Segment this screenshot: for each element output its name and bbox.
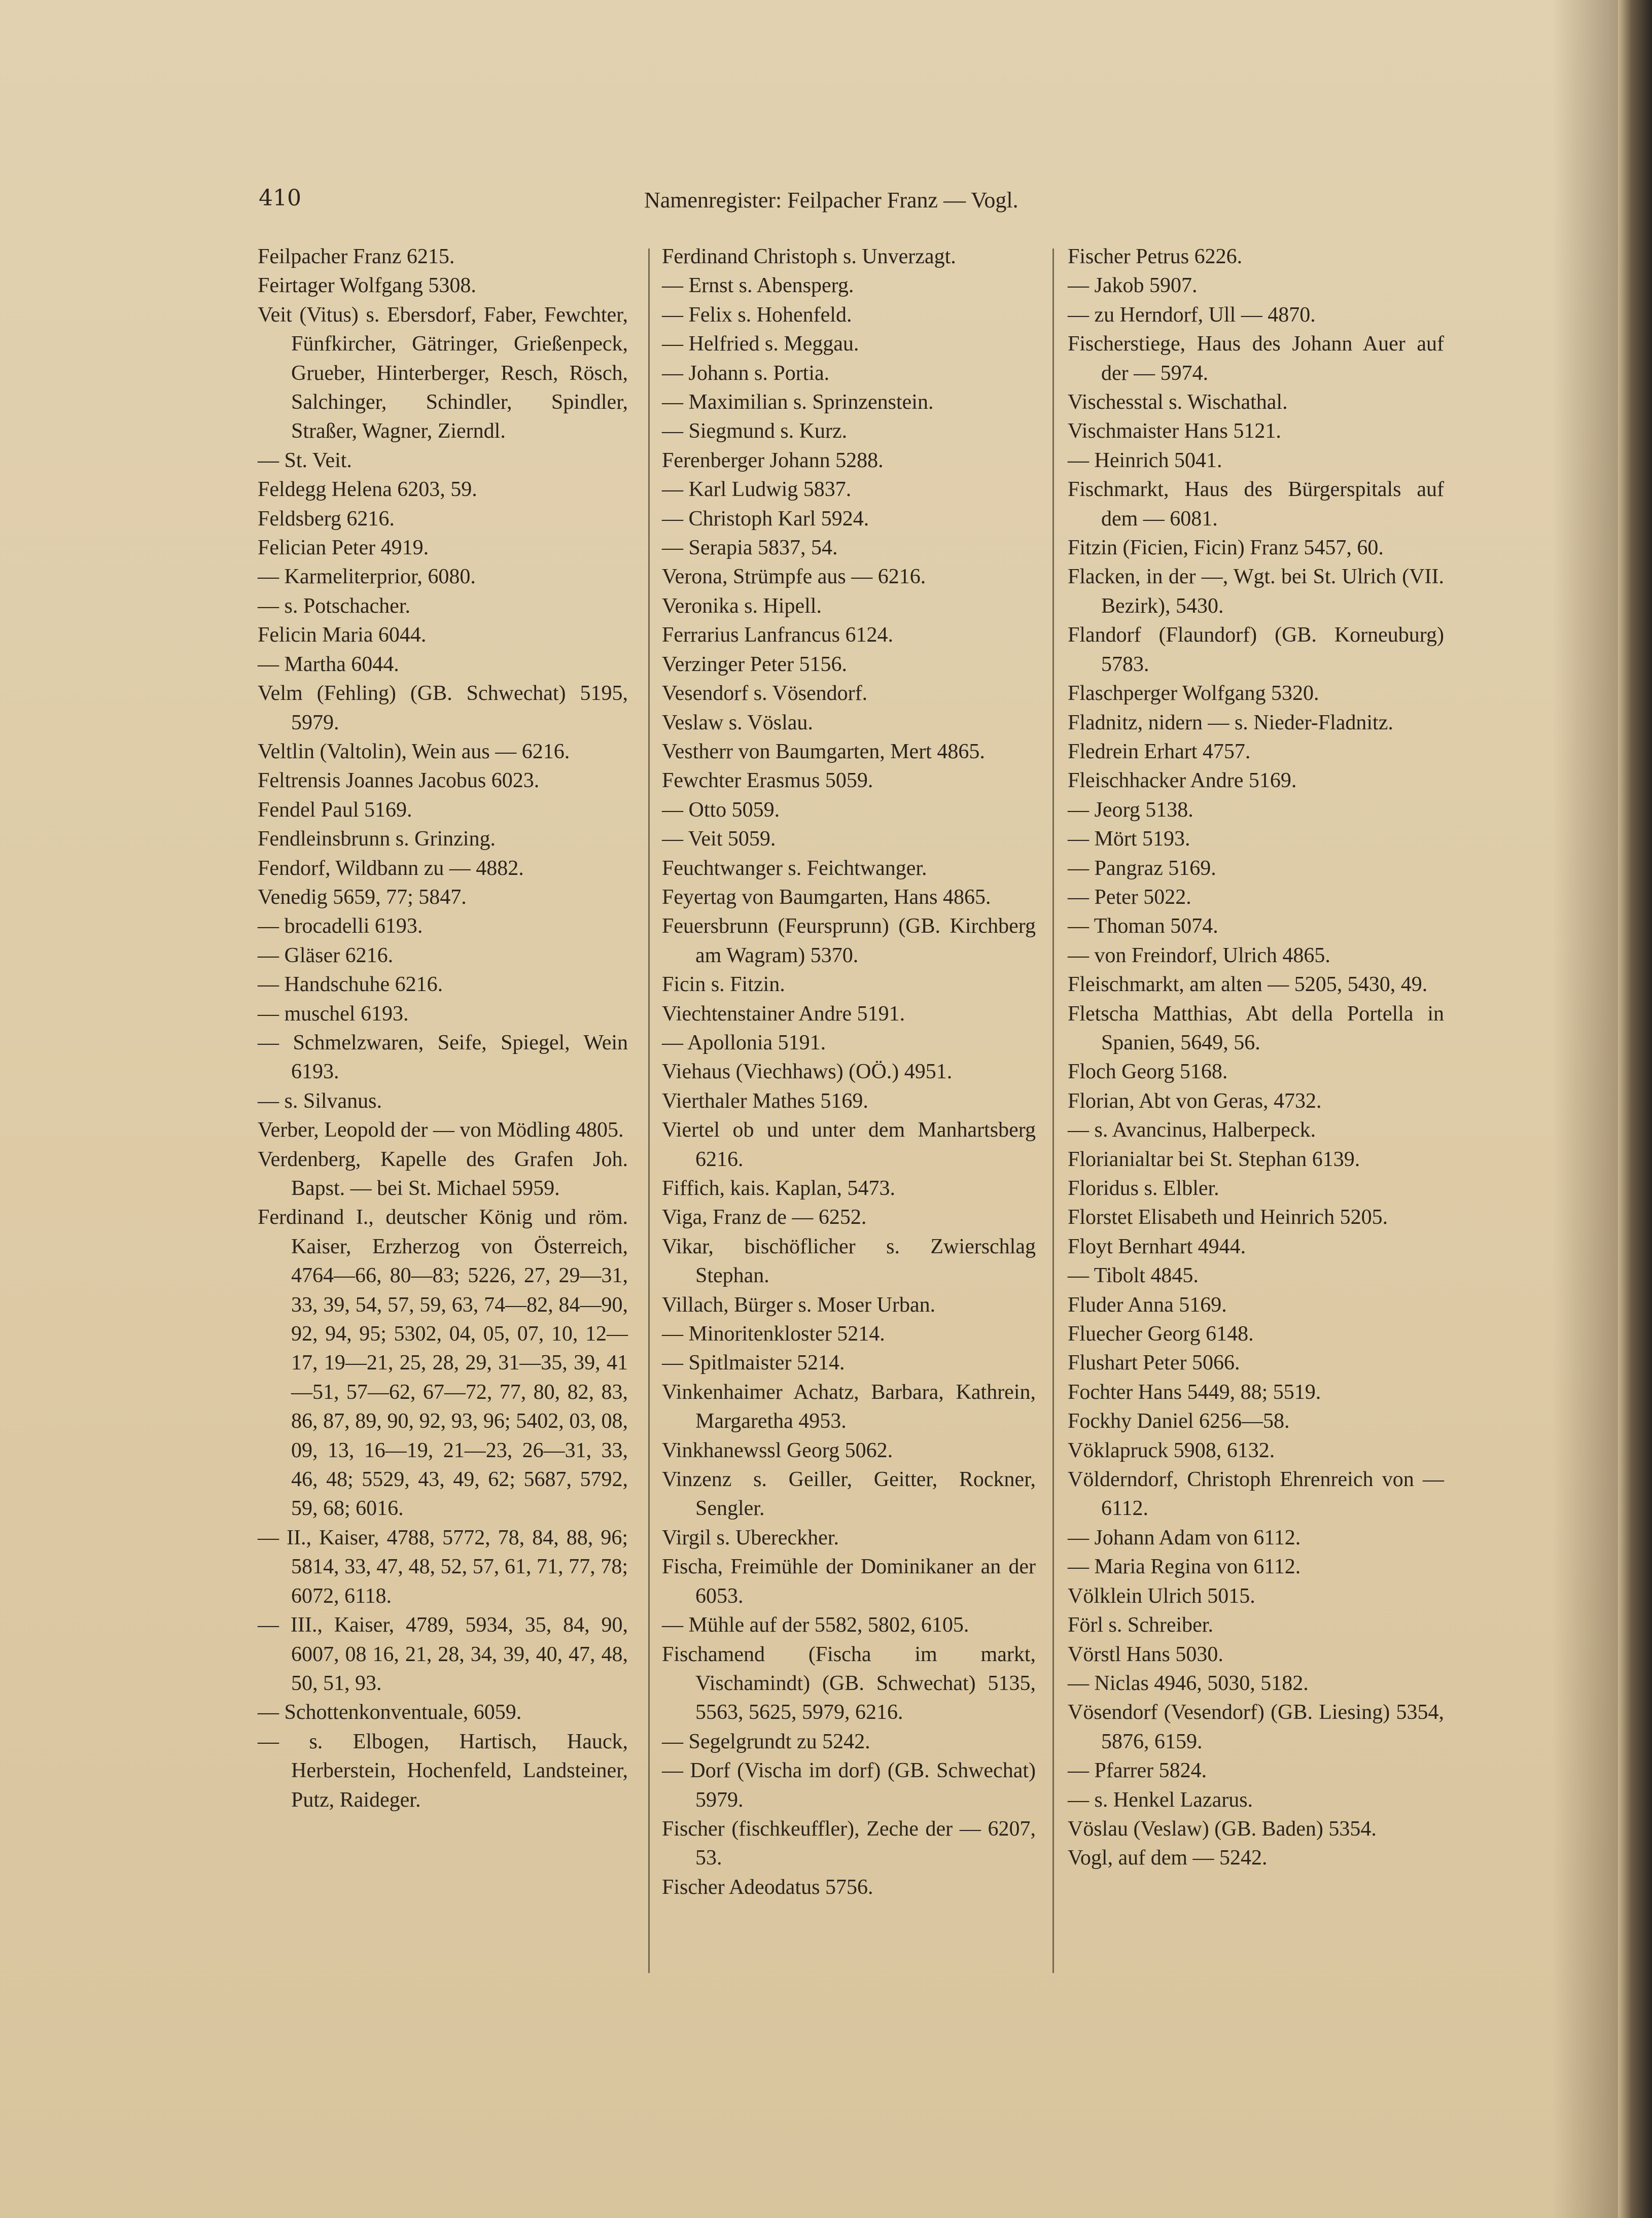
index-column-2: [662, 242, 1036, 1902]
index-entry: Vinzenz s. Geiller, Geitter, Rockner, Sengler.: [662, 1468, 1036, 1521]
index-entry: Veit (Vitus) s. Ebersdorf, Faber, Fewchter, Fünfkircher, Gätringer, Grießenpeck, Grueber, Hinterberger, Resch, Rösch, Salchinger, Schindler, Spindler, Straßer, Wagner, Zierndl.: [258, 303, 628, 443]
index-entry: — Schottenkonventuale, 6059.: [258, 1701, 522, 1724]
index-entry: Feuersbrunn (Feursprunn) (GB. Kirchberg am Wagram) 5370.: [662, 914, 1036, 967]
index-entry: — III., Kaiser, 4789, 5934, 35, 84, 90, 6007, 08 16, 21, 28, 34, 39, 40, 47, 48, 50, 51, 93.: [258, 1613, 628, 1695]
index-entry: — s. Silvanus.: [258, 1089, 382, 1113]
index-entry: Fendorf, Wildbann zu — 4882.: [258, 856, 524, 880]
index-entry: Fischmarkt, Haus des Bürgerspitals auf dem — 6081.: [1068, 478, 1444, 531]
index-entry: — Maximilian s. Sprinzenstein.: [662, 391, 934, 414]
index-entry: Viechtenstainer Andre 5191.: [662, 1002, 905, 1026]
index-entry: Fewchter Erasmus 5059.: [662, 769, 873, 793]
index-entry: Viehaus (Viechhaws) (OÖ.) 4951.: [662, 1060, 953, 1084]
index-entry: Ficin s. Fitzin.: [662, 973, 785, 997]
index-entry: Verzinger Peter 5156.: [662, 652, 848, 676]
column-divider: [1052, 249, 1054, 1973]
index-entry: Fendel Paul 5169.: [258, 798, 412, 822]
index-entry: — s. Potschacher.: [258, 594, 410, 618]
index-entry: Feyertag von Baumgarten, Hans 4865.: [662, 885, 991, 909]
index-entry: — Serapia 5837, 54.: [662, 536, 838, 560]
index-entry: Viga, Franz de — 6252.: [662, 1206, 867, 1229]
index-entry: — Karl Ludwig 5837.: [662, 478, 852, 502]
index-entry: Felician Peter 4919.: [258, 536, 429, 560]
index-entry: Vestherr von Baumgarten, Mert 4865.: [662, 740, 985, 763]
index-entry: Fluder Anna 5169.: [1068, 1293, 1227, 1317]
index-entry: Vierthaler Mathes 5169.: [662, 1089, 868, 1113]
index-entry: Fleischhacker Andre 5169.: [1068, 769, 1297, 793]
index-entry: — s. Avancinus, Halberpeck.: [1068, 1118, 1316, 1142]
index-entry: Feirtager Wolfgang 5308.: [258, 274, 476, 298]
index-entry: Flacken, in der —, Wgt. bei St. Ulrich (VII. Bezirk), 5430.: [1068, 565, 1444, 618]
index-entry: Feuchtwanger s. Feichtwanger.: [662, 856, 927, 880]
index-entry: Fiffich, kais. Kaplan, 5473.: [662, 1177, 895, 1200]
index-entry: Florianialtar bei St. Stephan 6139.: [1068, 1147, 1360, 1171]
index-entry: — Johann Adam von 6112.: [1068, 1526, 1301, 1550]
index-entry: Fendleinsbrunn s. Grinzing.: [258, 827, 496, 851]
index-entry: — Otto 5059.: [662, 798, 780, 822]
index-entry: — Niclas 4946, 5030, 5182.: [1068, 1671, 1309, 1695]
index-entry: — muschel 6193.: [258, 1002, 409, 1026]
index-entry: — Handschuhe 6216.: [258, 973, 443, 997]
index-entry: — Spitlmaister 5214.: [662, 1351, 845, 1375]
index-entry: Vogl, auf dem — 5242.: [1068, 1846, 1268, 1870]
index-entry: Ferdinand Christoph s. Unverzagt.: [662, 245, 956, 268]
index-entry: — Pangraz 5169.: [1068, 856, 1216, 880]
index-entry: Feldsberg 6216.: [258, 507, 395, 531]
index-entry: — Heinrich 5041.: [1068, 448, 1222, 472]
binding-shadow: [1552, 0, 1623, 2218]
index-entry: Viertel ob und unter dem Manhartsberg 6216.: [662, 1118, 1036, 1171]
index-entry: Fischer Petrus 6226.: [1068, 245, 1243, 268]
index-entry: — s. Elbogen, Hartisch, Hauck, Herberstein, Hochenfeld, Landsteiner, Putz, Raideger.: [258, 1730, 628, 1812]
page-header: [0, 185, 1572, 221]
index-entry: Floch Georg 5168.: [1068, 1060, 1228, 1084]
index-entry: Fitzin (Ficien, Ficin) Franz 5457, 60.: [1068, 536, 1384, 560]
index-entry: Völklein Ulrich 5015.: [1068, 1584, 1255, 1608]
index-entry: Fischer Adeodatus 5756.: [662, 1875, 873, 1899]
index-entry: Vösendorf (Vesendorf) (GB. Liesing) 5354, 5876, 6159.: [1068, 1701, 1444, 1753]
index-entry: Villach, Bürger s. Moser Urban.: [662, 1293, 936, 1317]
index-entry: Fockhy Daniel 6256—58.: [1068, 1410, 1290, 1433]
index-entry: — Martha 6044.: [258, 652, 399, 676]
index-entry: Ferdinand I., deutscher König und röm. Kaiser, Erzherzog von Österreich, 4764—66, 80—83; 5226, 27, 29—31, 33, 39, 54, 57, 59, 63, 74—82, 84—90, 92, 94, 95; 5302, 04, 05, 07, 10, 12—17, 19—21, 25, 28, 29, 31—35, 39, 41—51, 57—62, 67—72, 77, 80, 82, 83, 86, 87, 89, 90, 92, 93, 96; 5402, 03, 08, 09, 13, 16—19, 21—23, 26—31, 33, 46, 48; 5529, 43, 49, 62; 5687, 5792, 59, 68; 6016.: [258, 1206, 628, 1521]
index-entry: Flushart Peter 5066.: [1068, 1351, 1240, 1375]
index-entry: Fluecher Georg 6148.: [1068, 1322, 1254, 1346]
index-entry: Fletscha Matthias, Abt della Portella in Spanien, 5649, 56.: [1068, 1002, 1444, 1054]
index-column-3: [1068, 242, 1444, 1873]
index-entry: Veronika s. Hipell.: [662, 594, 822, 618]
index-entry: — Helfried s. Meggau.: [662, 332, 859, 356]
index-entry: — Karmeliterprior, 6080.: [258, 565, 476, 589]
index-entry: — II., Kaiser, 4788, 5772, 78, 84, 88, 96; 5814, 33, 47, 48, 52, 57, 61, 71, 77, 78; 6072, 6118.: [258, 1526, 628, 1608]
index-entry: — Mühle auf der 5582, 5802, 6105.: [662, 1613, 969, 1637]
index-entry: Verdenberg, Kapelle des Grafen Joh. Bapst. — bei St. Michael 5959.: [258, 1147, 628, 1200]
index-entry: — Gläser 6216.: [258, 943, 394, 967]
index-entry: — Schmelzwaren, Seife, Spiegel, Wein 6193.: [258, 1031, 628, 1084]
index-entry: — s. Henkel Lazarus.: [1068, 1788, 1253, 1812]
index-entry: Flandorf (Flaundorf) (GB. Korneuburg) 5783.: [1068, 623, 1444, 676]
index-entry: Vinkenhaimer Achatz, Barbara, Kathrein, Margaretha 4953.: [662, 1380, 1036, 1433]
index-entry: — St. Veit.: [258, 448, 352, 472]
index-column-1: [258, 242, 628, 1815]
index-entry: — Segelgrundt zu 5242.: [662, 1730, 870, 1753]
index-entry: — Thoman 5074.: [1068, 914, 1218, 938]
index-entry: — Siegmund s. Kurz.: [662, 419, 848, 443]
index-entry: Fischa, Freimühle der Dominikaner an der 6053.: [662, 1555, 1036, 1608]
index-entry: — Pfarrer 5824.: [1068, 1759, 1207, 1783]
index-entry: — Mört 5193.: [1068, 827, 1190, 851]
index-entry: Vörstl Hans 5030.: [1068, 1642, 1223, 1666]
index-entry: Florian, Abt von Geras, 4732.: [1068, 1089, 1322, 1113]
index-entry: Florstet Elisabeth und Heinrich 5205.: [1068, 1206, 1388, 1229]
index-entry: — Apollonia 5191.: [662, 1031, 826, 1054]
index-entry: — Peter 5022.: [1068, 885, 1191, 909]
index-entry: Flaschperger Wolfgang 5320.: [1068, 682, 1319, 706]
index-entry: Fischerstiege, Haus des Johann Auer auf der — 5974.: [1068, 332, 1444, 385]
index-entry: — Felix s. Hohenfeld.: [662, 303, 852, 327]
index-entry: Fladnitz, nidern — s. Nieder-Fladnitz.: [1068, 711, 1393, 734]
column-divider: [648, 249, 650, 1973]
index-entry: — Tibolt 4845.: [1068, 1264, 1199, 1288]
index-entry: — Dorf (Vischa im dorf) (GB. Schwechat) 5979.: [662, 1759, 1036, 1812]
index-entry: — Veit 5059.: [662, 827, 776, 851]
index-entry: Völderndorf, Christoph Ehrenreich von — 6112.: [1068, 1468, 1444, 1521]
index-entry: Vinkhanewssl Georg 5062.: [662, 1438, 893, 1462]
index-entry: Velm (Fehling) (GB. Schwechat) 5195, 5979.: [258, 682, 628, 734]
index-entry: Vöslau (Veslaw) (GB. Baden) 5354.: [1068, 1817, 1377, 1841]
index-entry: Veltlin (Valtolin), Wein aus — 6216.: [258, 740, 570, 763]
index-entry: — Maria Regina von 6112.: [1068, 1555, 1301, 1579]
index-entry: Verona, Strümpfe aus — 6216.: [662, 565, 926, 589]
index-entry: Verber, Leopold der — von Mödling 4805.: [258, 1118, 624, 1142]
index-entry: Floyt Bernhart 4944.: [1068, 1235, 1246, 1258]
index-entry: Fochter Hans 5449, 88; 5519.: [1068, 1380, 1321, 1404]
index-entry: Floridus s. Elbler.: [1068, 1177, 1219, 1200]
index-entry: Virgil s. Ubereckher.: [662, 1526, 839, 1550]
index-entry: — brocadelli 6193.: [258, 914, 423, 938]
page-edge: [1618, 0, 1652, 2218]
index-entry: — Jeorg 5138.: [1068, 798, 1193, 822]
index-entry: Vischesstal s. Wischathal.: [1068, 391, 1288, 414]
index-entry: Feldegg Helena 6203, 59.: [258, 478, 477, 502]
index-entry: Vesendorf s. Vösendorf.: [662, 682, 868, 706]
index-entry: Fledrein Erhart 4757.: [1068, 740, 1251, 763]
page-number: 410: [259, 185, 301, 211]
index-entry: Veslaw s. Vöslau.: [662, 711, 813, 734]
index-entry: Förl s. Schreiber.: [1068, 1613, 1213, 1637]
index-entry: — von Freindorf, Ulrich 4865.: [1068, 943, 1330, 967]
index-entry: Felicin Maria 6044.: [258, 623, 427, 647]
index-entry: — Minoritenkloster 5214.: [662, 1322, 885, 1346]
index-entry: Fischer (fischkeuffler), Zeche der — 6207, 53.: [662, 1817, 1036, 1870]
index-entry: Ferenberger Johann 5288.: [662, 448, 884, 472]
index-entry: Feilpacher Franz 6215.: [258, 245, 455, 268]
index-entry: — Johann s. Portia.: [662, 361, 830, 385]
index-entry: — zu Herndorf, Ull — 4870.: [1068, 303, 1316, 327]
index-entry: Venedig 5659, 77; 5847.: [258, 885, 467, 909]
index-entry: — Ernst s. Abensperg.: [662, 274, 854, 298]
running-title: Namenregister: Feilpacher Franz — Vogl.: [644, 188, 1018, 213]
index-entry: Vischmaister Hans 5121.: [1068, 419, 1281, 443]
index-entry: Ferrarius Lanfrancus 6124.: [662, 623, 894, 647]
index-entry: Feltrensis Joannes Jacobus 6023.: [258, 769, 540, 793]
index-entry: — Jakob 5907.: [1068, 274, 1198, 298]
index-entry: Fleischmarkt, am alten — 5205, 5430, 49.: [1068, 973, 1428, 997]
index-entry: Vöklapruck 5908, 6132.: [1068, 1438, 1275, 1462]
index-entry: Fischamend (Fischa im markt, Vischamindt) (GB. Schwechat) 5135, 5563, 5625, 5979, 6216.: [662, 1642, 1036, 1724]
index-entry: Vikar, bischöflicher s. Zwierschlag Stephan.: [662, 1235, 1036, 1288]
index-entry: — Christoph Karl 5924.: [662, 507, 869, 531]
